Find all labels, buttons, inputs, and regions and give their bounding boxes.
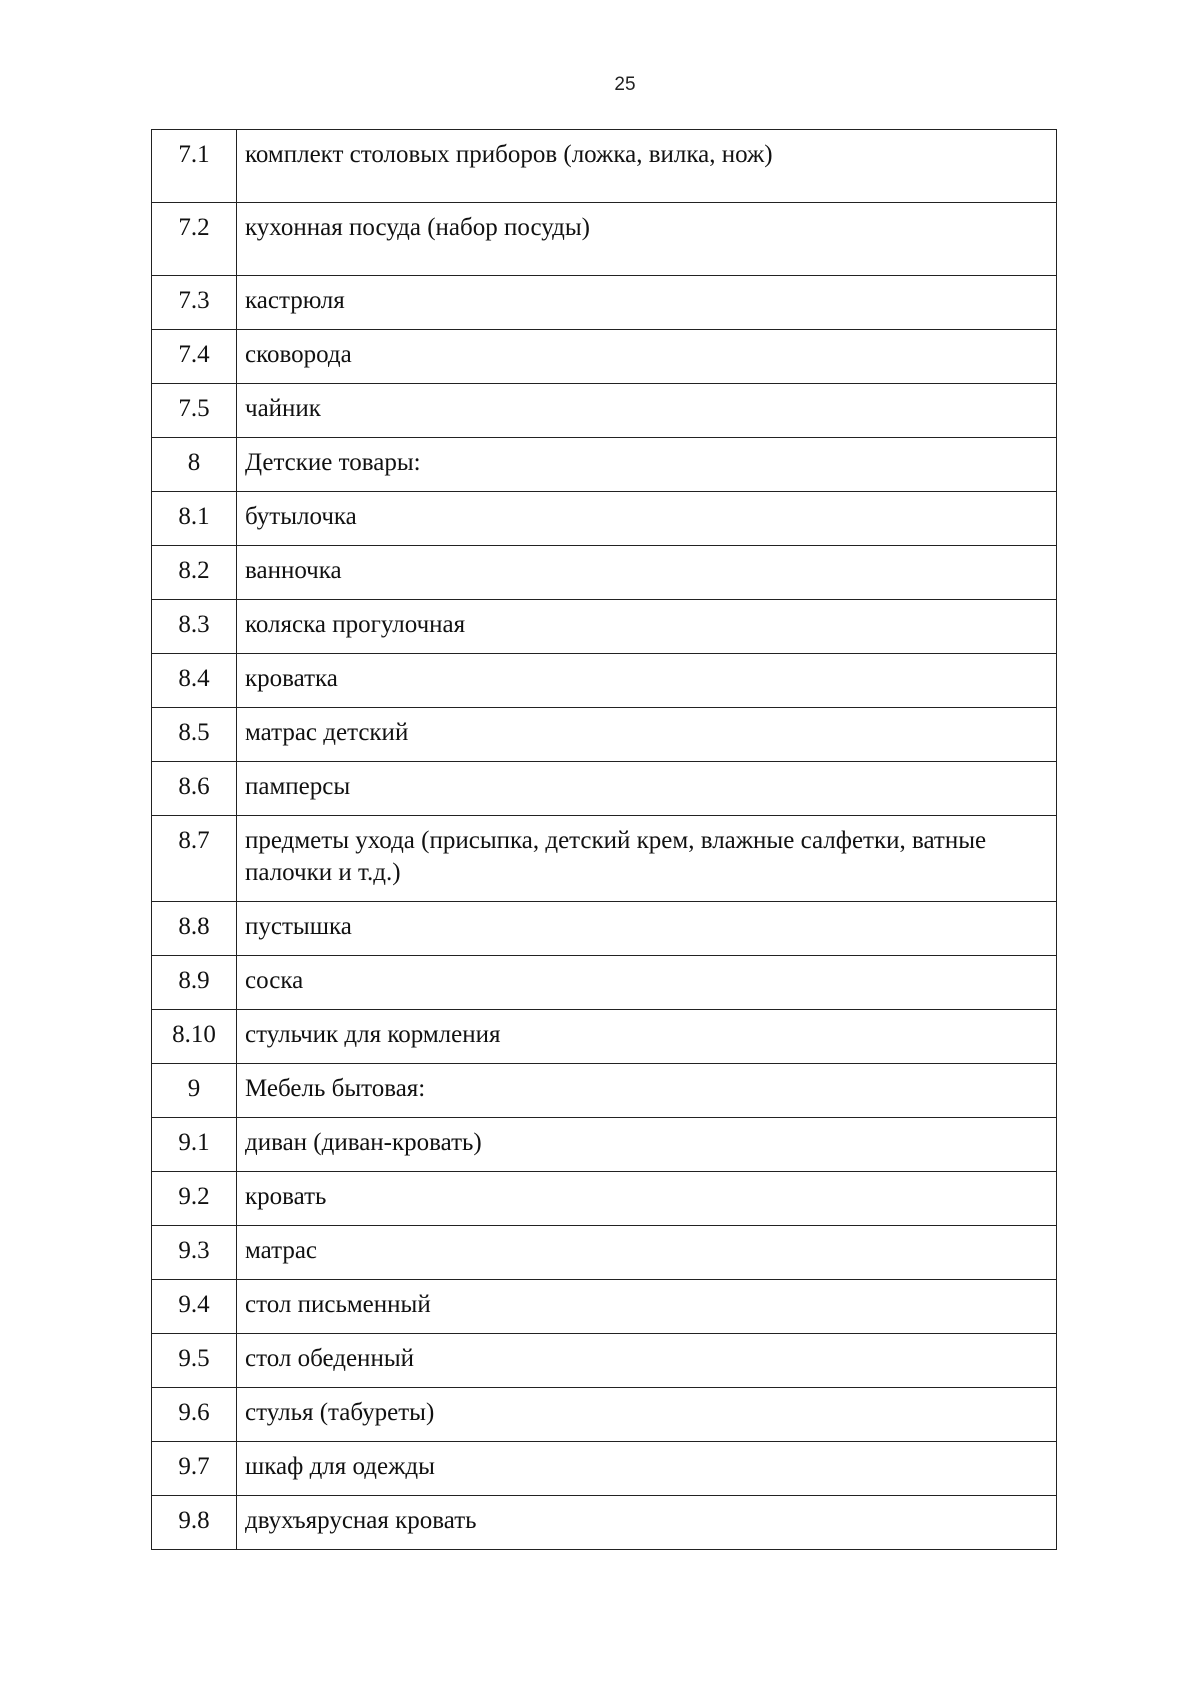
item-description: пустышка xyxy=(237,902,1057,956)
table-row xyxy=(152,330,1057,384)
table-row xyxy=(152,654,1057,708)
table-row xyxy=(152,708,1057,762)
page-number: 25 xyxy=(614,74,636,95)
item-number: 7.1 xyxy=(152,130,237,203)
category-title: Детские товары: xyxy=(237,438,1057,492)
table-row xyxy=(152,384,1057,438)
table-row xyxy=(152,1496,1057,1550)
item-description: матрас xyxy=(237,1226,1057,1280)
table-row xyxy=(152,1388,1057,1442)
item-number: 9.4 xyxy=(152,1280,237,1334)
item-number: 9.6 xyxy=(152,1388,237,1442)
table-row xyxy=(152,1226,1057,1280)
item-number: 7.3 xyxy=(152,276,237,330)
table-row xyxy=(152,1010,1057,1064)
item-number: 8.1 xyxy=(152,492,237,546)
table-row xyxy=(152,276,1057,330)
table-row xyxy=(152,1172,1057,1226)
table-row xyxy=(152,1118,1057,1172)
item-description: предметы ухода (присыпка, детский крем, влажные салфетки, ватные палочки и т.д.) xyxy=(237,816,1057,902)
item-description: ванночка xyxy=(237,546,1057,600)
table-row xyxy=(152,1334,1057,1388)
item-number: 7.2 xyxy=(152,203,237,276)
item-number: 9.3 xyxy=(152,1226,237,1280)
table-row xyxy=(152,762,1057,816)
item-description: бутылочка xyxy=(237,492,1057,546)
item-description: диван (диван-кровать) xyxy=(237,1118,1057,1172)
item-number: 7.4 xyxy=(152,330,237,384)
item-description: стулья (табуреты) xyxy=(237,1388,1057,1442)
table-row xyxy=(152,816,1057,902)
item-description: стол обеденный xyxy=(237,1334,1057,1388)
table-row xyxy=(152,956,1057,1010)
item-description: кухонная посуда (набор посуды) xyxy=(237,203,1057,276)
item-number: 8.8 xyxy=(152,902,237,956)
table-row xyxy=(152,600,1057,654)
item-number: 8.2 xyxy=(152,546,237,600)
category-title: Мебель бытовая: xyxy=(237,1064,1057,1118)
item-number: 8.3 xyxy=(152,600,237,654)
item-description: сковорода xyxy=(237,330,1057,384)
item-description: памперсы xyxy=(237,762,1057,816)
item-description: стульчик для кормления xyxy=(237,1010,1057,1064)
item-number: 8.5 xyxy=(152,708,237,762)
table-row-category xyxy=(152,438,1057,492)
table-row xyxy=(152,130,1057,203)
item-number: 8.10 xyxy=(152,1010,237,1064)
item-number: 9.1 xyxy=(152,1118,237,1172)
item-description: чайник xyxy=(237,384,1057,438)
table-row xyxy=(152,902,1057,956)
item-description: двухъярусная кровать xyxy=(237,1496,1057,1550)
item-description: кроватка xyxy=(237,654,1057,708)
item-description: кровать xyxy=(237,1172,1057,1226)
item-number: 9.7 xyxy=(152,1442,237,1496)
item-number: 8.9 xyxy=(152,956,237,1010)
item-number: 9.5 xyxy=(152,1334,237,1388)
table-row xyxy=(152,492,1057,546)
table-row xyxy=(152,546,1057,600)
items-table xyxy=(151,129,1057,1550)
category-number: 9 xyxy=(152,1064,237,1118)
item-description: соска xyxy=(237,956,1057,1010)
item-number: 9.8 xyxy=(152,1496,237,1550)
table-row xyxy=(152,203,1057,276)
item-number: 8.7 xyxy=(152,816,237,902)
item-description: коляска прогулочная xyxy=(237,600,1057,654)
table-row-category xyxy=(152,1064,1057,1118)
item-number: 8.6 xyxy=(152,762,237,816)
table-row xyxy=(152,1442,1057,1496)
item-description: комплект столовых приборов (ложка, вилка, нож) xyxy=(237,130,1057,203)
item-description: шкаф для одежды xyxy=(237,1442,1057,1496)
item-number: 7.5 xyxy=(152,384,237,438)
item-description: кастрюля xyxy=(237,276,1057,330)
item-number: 8.4 xyxy=(152,654,237,708)
item-number: 9.2 xyxy=(152,1172,237,1226)
item-description: стол письменный xyxy=(237,1280,1057,1334)
category-number: 8 xyxy=(152,438,237,492)
item-description: матрас детский xyxy=(237,708,1057,762)
table-row xyxy=(152,1280,1057,1334)
